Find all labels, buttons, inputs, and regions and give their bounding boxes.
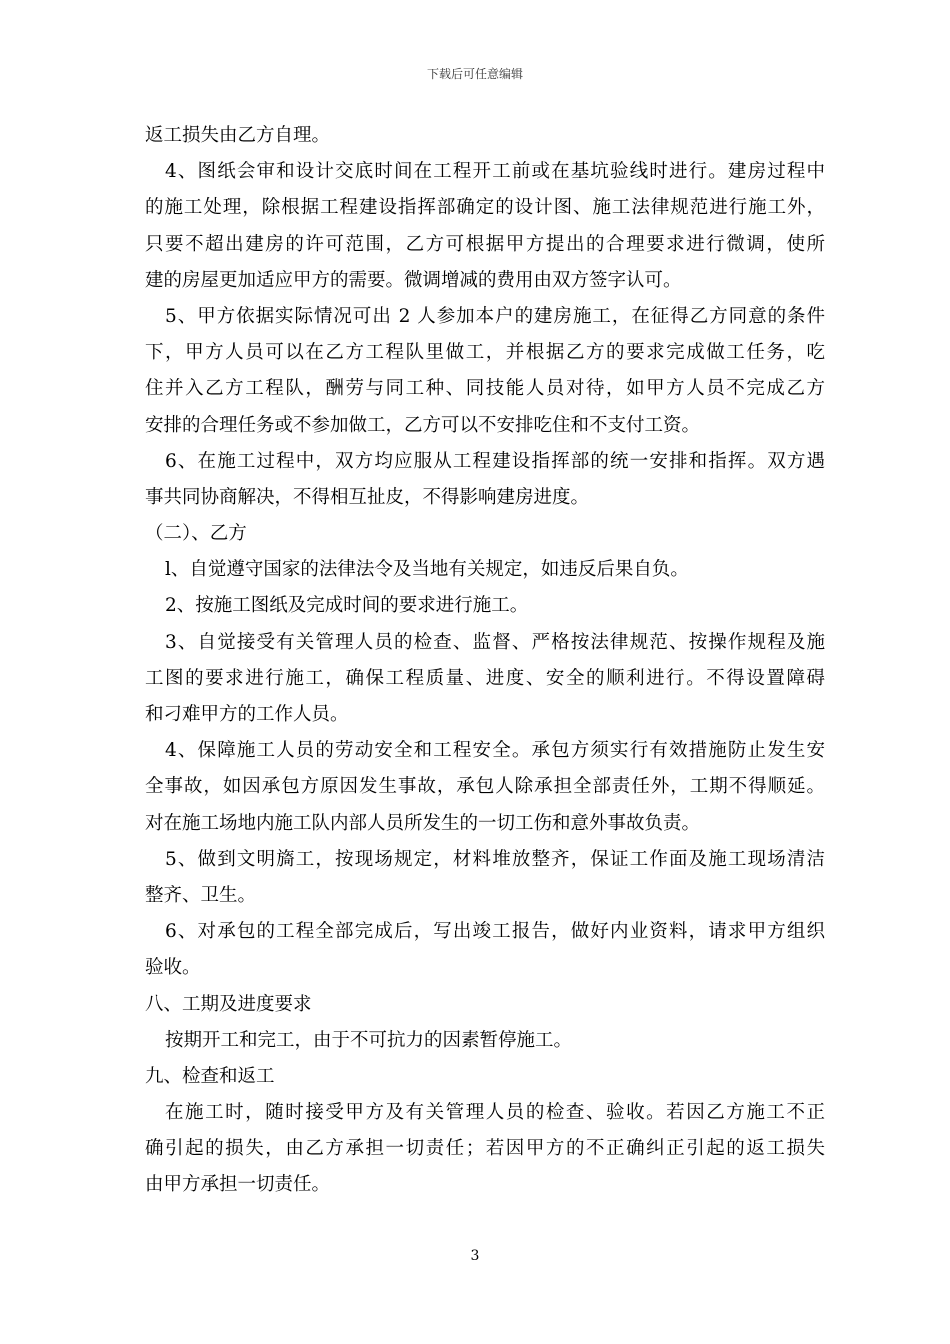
text-line: 住并入乙方工程队，酬劳与同工种、同技能人员对待，如甲方人员不完成乙方 [145, 378, 825, 400]
text-line: 对在施工场地内施工队内部人员所发生的一切工伤和意外事故负责。 [145, 812, 701, 834]
text-line: 在施工时，随时接受甲方及有关管理人员的检查、验收。若因乙方施工不正 [165, 1102, 825, 1124]
document-body [145, 118, 825, 1204]
text-line: 6、对承包的工程全部完成后，写出竣工报告，做好内业资料，请求甲方组织 [165, 921, 825, 943]
text-line: 按期开工和完工，由于不可抗力的因素暂停施工。 [165, 1029, 573, 1051]
text-line: 全事故，如因承包方原因发生事故，承包人除承担全部责任外，工期不得顺延。 [145, 776, 825, 798]
text-line: 事共同协商解决，不得相互扯皮，不得影响建房进度。 [145, 486, 590, 508]
text-line: 九、检查和返工 [145, 1065, 275, 1087]
text-line: 3、自觉接受有关管理人员的检查、监督、严格按法律规范、按操作规程及施 [165, 631, 825, 653]
text-line: （二）、乙方 [145, 523, 247, 545]
text-line: 确引起的损失，由乙方承担一切责任；若因甲方的不正确纠正引起的返工损失 [145, 1138, 825, 1160]
text-line: 建的房屋更加适应甲方的需要。微调增减的费用由双方签字认可。 [145, 269, 682, 291]
text-line: 5、甲方依据实际情况可出 2 人参加本户的建房施工，在征得乙方同意的条件 [165, 305, 825, 327]
text-line: 返工损失由乙方自理。 [145, 125, 331, 146]
text-line: 4、保障施工人员的劳动安全和工程安全。承包方须实行有效措施防止发生安 [165, 740, 825, 762]
text-line: 八、工期及进度要求 [145, 993, 312, 1015]
text-line: 整齐、卫生。 [145, 884, 257, 906]
text-line: 工图的要求进行施工，确保工程质量、进度、安全的顺利进行。不得设置障碍 [145, 667, 825, 689]
text-line: 由甲方承担一切责任。 [145, 1174, 331, 1196]
text-line: 下，甲方人员可以在乙方工程队里做工，并根据乙方的要求完成做工任务，吃 [145, 342, 825, 364]
text-line: 4、图纸会审和设计交底时间在工程开工前或在基坑验线时进行。建房过程中 [165, 161, 825, 183]
text-line: 只要不超出建房的许可范围，乙方可根据甲方提出的合理要求进行微调，使所 [145, 233, 825, 255]
page-number: 3 [470, 1248, 480, 1264]
text-line: 和刁难甲方的工作人员。 [145, 704, 349, 725]
text-line: 6、在施工过程中，双方均应服从工程建设指挥部的统一安排和指挥。双方遇 [165, 450, 825, 472]
text-line: 2、按施工图纸及完成时间的要求进行施工。 [165, 595, 529, 617]
text-line: l、自觉遵守国家的法律法令及当地有关规定，如违反后果自负。 [165, 559, 689, 581]
text-line: 5、做到文明旖工，按现场规定，材料堆放整齐，保证工作面及施工现场清洁 [165, 848, 825, 870]
text-line: 安排的合理任务或不参加做工，乙方可以不安排吃住和不支付工资。 [145, 414, 701, 436]
text-line: 验收。 [145, 957, 201, 979]
page-header: 下载后可任意编辑 [426, 67, 523, 81]
text-line: 的施工处理，除根据工程建设指挥部确定的设计图、施工法律规范进行施工外， [145, 197, 825, 219]
